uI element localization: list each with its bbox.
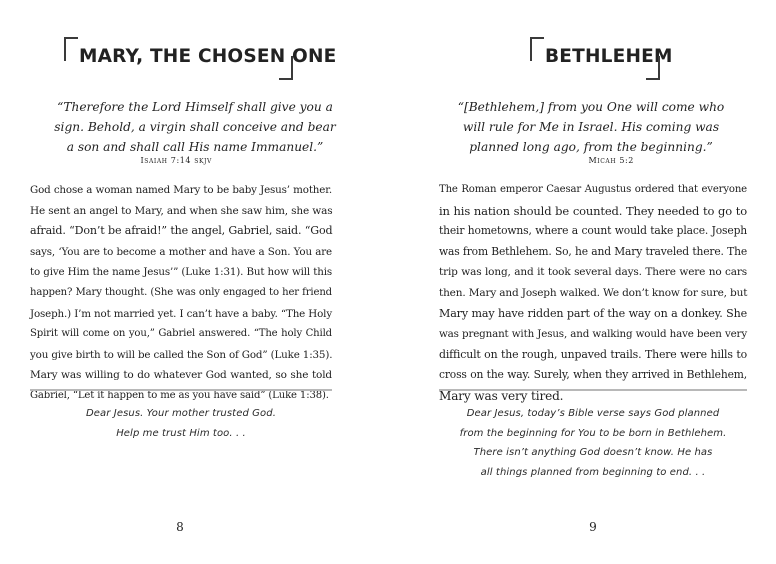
page-title: BETHLEHEM [545, 46, 673, 67]
verse-line: planned long ago, from the beginning.” [469, 140, 713, 154]
verse-line: “[Bethlehem,] from you One will come who [457, 100, 725, 114]
scripture-verse [426, 97, 756, 157]
page-number: 8 [176, 520, 184, 534]
title-bracket-bottom-right [279, 56, 293, 80]
title-bracket-top-left [530, 37, 544, 61]
prayer-line: all things planned from beginning to end. . . [480, 466, 706, 478]
body-line: Mary may have ridden part of the way on a donkey. She [439, 306, 747, 320]
prayer-line: There isn’t anything God doesn’t know. He has [473, 447, 713, 458]
body-line: in his nation should be counted. They needed to go to [439, 203, 747, 218]
page-number: 9 [589, 520, 597, 534]
scripture-reference: Isaiah 7:14 skjv [140, 156, 212, 165]
body-line: to give Him the name Jesus’” (Luke 1:31). But how will this [30, 266, 332, 279]
prayer-line: Help me trust Him too. . . [116, 427, 246, 439]
right-page [388, 0, 776, 564]
verse-line: “Therefore the Lord Himself shall give you a [57, 100, 333, 114]
verse-line: sign. Behold, a virgin shall conceive and bear [54, 120, 336, 134]
body-text [439, 180, 747, 407]
prayer-text [439, 404, 747, 482]
body-line: Mary was very tired. [439, 388, 564, 403]
body-line: Gabriel, “Let it happen to me as you have said” (Luke 1:38). [30, 389, 329, 401]
scripture-reference: Micah 5:2 [588, 156, 634, 165]
body-line: was from Bethlehem. So, he and Mary traveled there. The [439, 244, 747, 258]
prayer-line: Dear Jesus. Your mother trusted God. [86, 408, 276, 419]
body-line: He sent an angel to Mary, and when she saw him, she was [30, 204, 333, 217]
body-line: God chose a woman named Mary to be baby Jesus’ mother. [30, 184, 332, 196]
prayer-text [30, 404, 332, 443]
body-line: afraid. “Don’t be afraid!” the angel, Gabriel, said. “God [30, 224, 333, 238]
body-line: their hometowns, where a count would take place. Joseph [439, 224, 747, 238]
divider-rule [439, 389, 747, 391]
title-bracket-top-left [64, 37, 78, 61]
verse-line: will rule for Me in Israel. His coming was [462, 120, 720, 134]
scripture-verse [30, 97, 360, 157]
body-line: difficult on the rough, unpaved trails. There were hills to [439, 347, 747, 361]
body-text [30, 180, 332, 407]
prayer-line: Dear Jesus, today’s Bible verse says God planned [466, 408, 720, 419]
body-line: says, ‘You are to become a mother and have a Son. You are [30, 245, 332, 258]
page-title: MARY, THE CHOSEN ONE [79, 46, 337, 67]
body-line: Spirit will come on you,” Gabriel answered. “The holy Child [30, 328, 332, 340]
body-line: cross on the way. Surely, when they arrived in Bethlehem, [439, 368, 747, 382]
verse-line: a son and shall call His name Immanuel.” [66, 140, 324, 154]
body-line: Mary was willing to do whatever God wanted, so she told [30, 369, 332, 382]
body-line: you give birth to will be called the Son of God” (Luke 1:35). [30, 348, 333, 361]
body-line: happen? Mary thought. (She was only engaged to her friend [30, 286, 332, 298]
body-line: trip was long, and it took several days. There were no cars [439, 266, 747, 279]
body-line: then. Mary and Joseph walked. We don’t know for sure, but [439, 286, 748, 299]
title-bracket-bottom-right [646, 56, 660, 80]
divider-rule [30, 389, 332, 391]
body-line: The Roman emperor Caesar Augustus ordered that everyone [439, 184, 747, 195]
body-line: Joseph.) I’m not married yet. I can’t have a baby. “The Holy [30, 307, 332, 320]
body-line: was pregnant with Jesus, and walking would have been very [439, 328, 747, 341]
prayer-line: from the beginning for You to be born in Bethlehem. [459, 427, 727, 439]
